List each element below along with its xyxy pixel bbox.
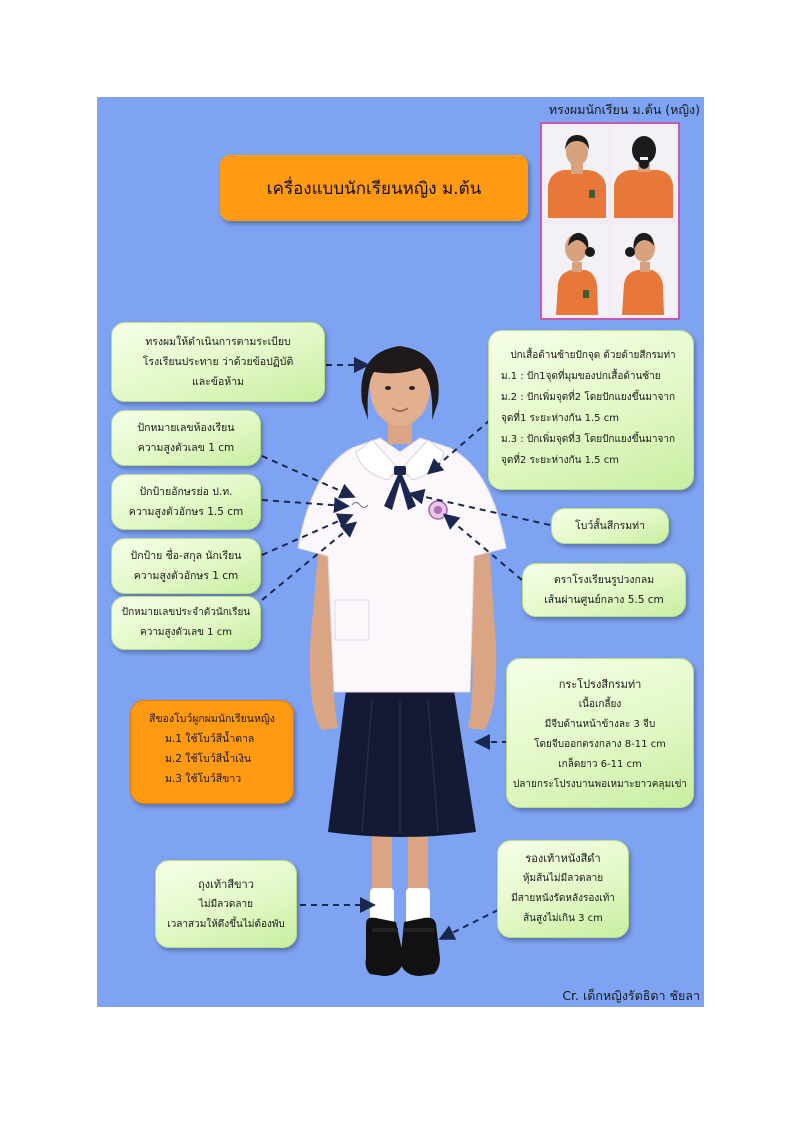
hair-style-caption: ทรงผมนักเรียน ม.ต้น (หญิง)	[548, 102, 700, 117]
callout-emblem: ตราโรงเรียนรูปวงกลม เส้นผ่านศูนย์กลาง 5.5 cm	[522, 563, 686, 617]
callout-socks: ถุงเท้าสีขาว ไม่มีลวดลาย เวลาสวมให้ดึงขึ้นไม่ต้องพับ	[155, 860, 297, 948]
arrow-collar	[430, 420, 490, 472]
callout-collar: ปกเสื้อด้านซ้ายปักจุด ด้วยด้ายสีกรมท่า ม.1 : ปัก1จุดที่มุมของปกเสื้อด้านซ้าย ม.2 : ปักเพิ่มจุดที่2 โดยปักแยงขึ้นมาจาก จุดที่1 ระยะห่างกัน 1.5 cm ม.3 : ปักเพิ่มจุดที่3 โดยปักแยงขึ้นมาจาก จุดที่2 ระยะห่างกัน 1.5 cm	[488, 330, 694, 490]
arrow-emblem	[446, 516, 522, 580]
arrow-initials	[262, 500, 346, 506]
arrow-bow	[412, 494, 550, 525]
callout-skirt: กระโปรงสีกรมท่า เนื้อเกลี้ยง มีจีบด้านหน้าข้างละ 3 จีบ โดยจีบออกตรงกลาง 8-11 cm เกล็ดยาว 6-11 cm ปลายกระโปรงบานพอเหมาะยาวคลุมเข่า	[506, 658, 694, 808]
arrow-name-tag	[262, 516, 350, 555]
callout-shoes: รองเท้าหนังสีดำ หุ้มส้นไม่มีลวดลาย มีสายหนังรัดหลังรองเท้า ส้นสูงไม่เกิน 3 cm	[497, 840, 629, 938]
callout-hair-rule: ทรงผมให้ดำเนินการตามระเบียบ โรงเรียนประทาย ว่าด้วยข้อปฏิบัติ และข้อห้าม	[111, 322, 325, 402]
callout-bow: โบว์สั้นสีกรมท่า	[551, 508, 669, 544]
callout-school-initials: ปักป้ายอักษรย่อ ป.ท. ความสูงตัวอักษร 1.5 cm	[111, 474, 261, 530]
callout-ribbon-colors: สีของโบว์ผูกผมนักเรียนหญิง ม.1 ใช้โบว์สีน้ำตาล ม.2 ใช้โบว์สีน้ำเงิน ม.3 ใช้โบว์สีขาว	[130, 700, 294, 804]
arrow-shoes	[442, 910, 498, 938]
callout-name-tag: ปักป้าย ชื่อ-สกุล นักเรียน ความสูงตัวอักษร 1 cm	[111, 538, 261, 594]
callout-student-id: ปักหมายเลขประจำตัวนักเรียน ความสูงตัวเลข 1 cm	[111, 596, 261, 650]
poster-title: เครื่องแบบนักเรียนหญิง ม.ต้น	[220, 155, 528, 221]
callout-class-number: ปักหมายเลขห้องเรียน ความสูงตัวเลข 1 cm	[111, 410, 261, 466]
credit-line: Cr. เด็กหญิงรัตธิดา ชัยลา	[562, 988, 700, 1003]
arrow-class-number	[262, 456, 352, 496]
